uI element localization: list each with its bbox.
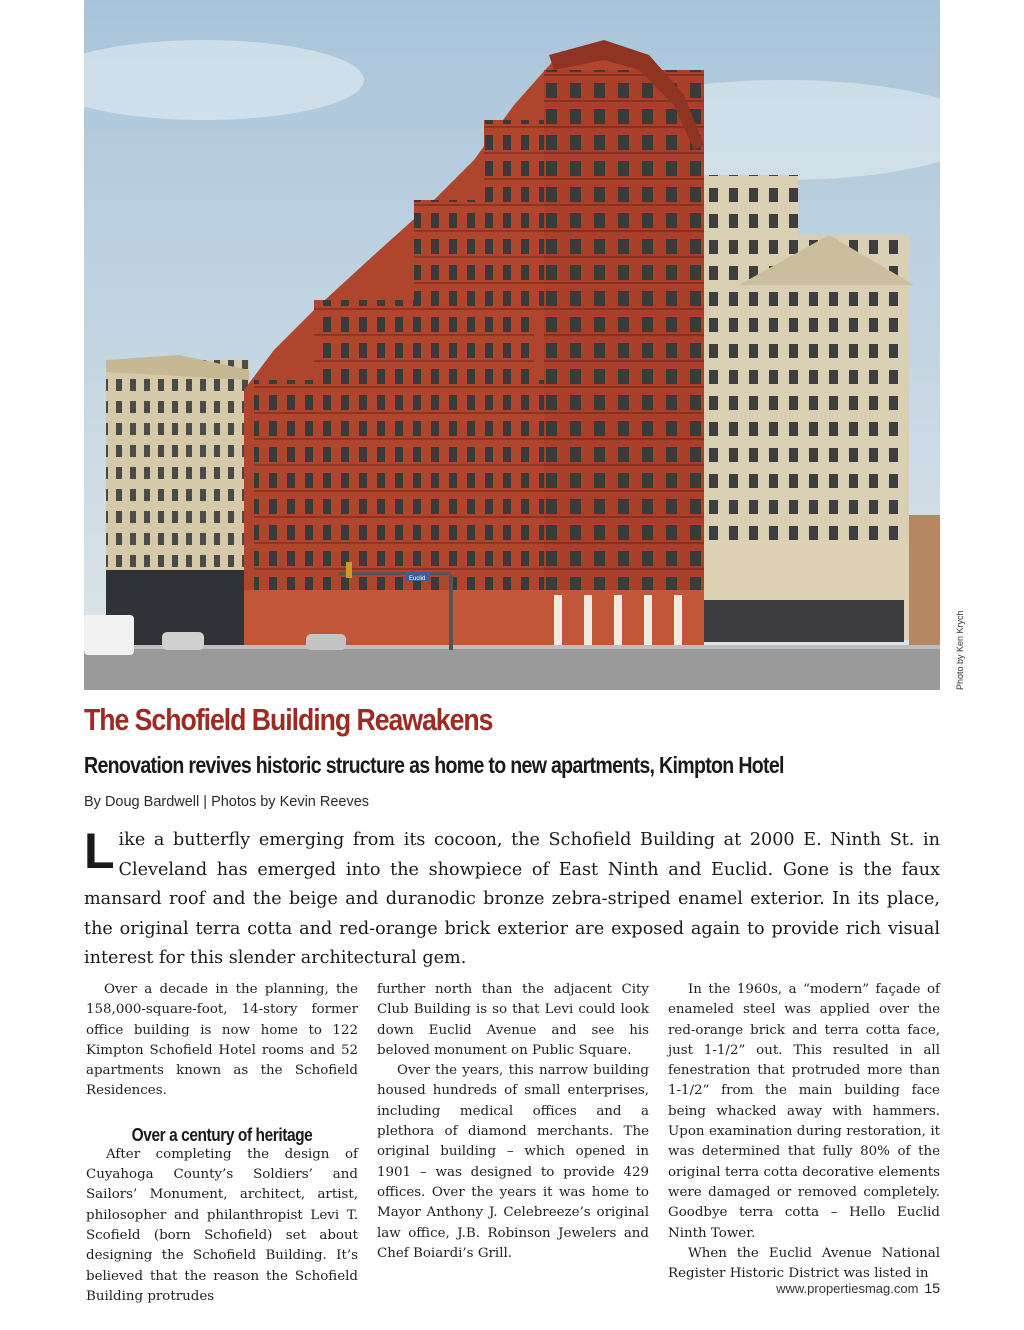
- right-building: [698, 175, 940, 645]
- col1-paragraph-1: Over a decade in the planning, the 158,000-square-foot, 14-story former office building is now home to 122 Kimpton Schofield Hotel rooms and 52 apartments known as the Schofield Residences.: [86, 982, 358, 1099]
- lede-paragraph: [84, 823, 940, 974]
- hero-photo: [84, 0, 940, 690]
- article-title: The Schofield Building Reawakens: [84, 702, 493, 737]
- col2-paragraph-2: Over the years, this narrow building housed hundreds of small enterprises, including medical offices and a plethora of diamond merchants. The original building – which opened in 1901 – was designed to provide 429 offices. Over the years it was home to Mayor Anthony J. Celebreeze’s original law office, J.B. Robinson Jewelers and Chef Boiardi’s Grill.: [377, 1063, 649, 1261]
- byline: By Doug Bardwell | Photos by Kevin Reeves: [84, 794, 370, 810]
- street-sign-text: Euclid: [409, 576, 426, 582]
- col2-paragraph-1: further north than the adjacent City Club Building is so that Levi could look down Euclid Avenue and see his beloved monument on Public Square.: [377, 982, 649, 1058]
- delivery-truck: [84, 615, 134, 655]
- page-footer: [776, 1280, 940, 1296]
- footer-website[interactable]: www.propertiesmag.com: [776, 1281, 919, 1296]
- photo-credit: Photo by Ken Krych: [955, 610, 965, 690]
- col3-paragraph-1: In the 1960s, a “modern” façade of enameled steel was applied over the red-orange brick and terra cotta face, just 1-1/2” out. This resulted in all fenestration that protruded more than 1-1/2” from the main building face being whacked away with hammers. Upon examination during restoration, it was determined that fully 80% of the original terra cotta decorative elements were damaged or removed completely. Goodbye terra cotta – Hello Euclid Ninth Tower.: [668, 982, 940, 1241]
- street: [84, 645, 940, 690]
- column-2: [377, 980, 649, 1264]
- column-3: [668, 980, 940, 1284]
- column-1: [86, 980, 358, 1307]
- drop-cap: L: [84, 823, 115, 879]
- col1-paragraph-2: After completing the design of Cuyahoga County’s Soldiers’ and Sailors’ Monument, architect, artist, philosopher and philanthropist Levi T. Scofield (born Schofield) set about designing the Schofield Building. It’s believed that the reason the Schofield Building protrudes: [86, 1146, 358, 1304]
- page-number: 15: [924, 1280, 940, 1296]
- left-building: [106, 355, 249, 645]
- lede-text: ike a butterfly emerging from its cocoon, the Schofield Building at 2000 E. Ninth St. in Cleveland has emerged into the showpiece of East Ninth and Euclid. Gone is the faux mansard roof and the beige and duranodic bronze zebra-striped enamel exterior. In its place, the original terra cotta and red-orange brick exterior are exposed again to provide rich visual interest for this slender architectural gem.: [84, 830, 940, 968]
- section-heading: Over a century of heritage: [131, 1124, 313, 1145]
- article-subtitle: Renovation revives historic structure as home to new apartments, Kimpton Hotel: [84, 752, 784, 778]
- col3-paragraph-2: When the Euclid Avenue National Register Historic District was listed in: [668, 1245, 940, 1282]
